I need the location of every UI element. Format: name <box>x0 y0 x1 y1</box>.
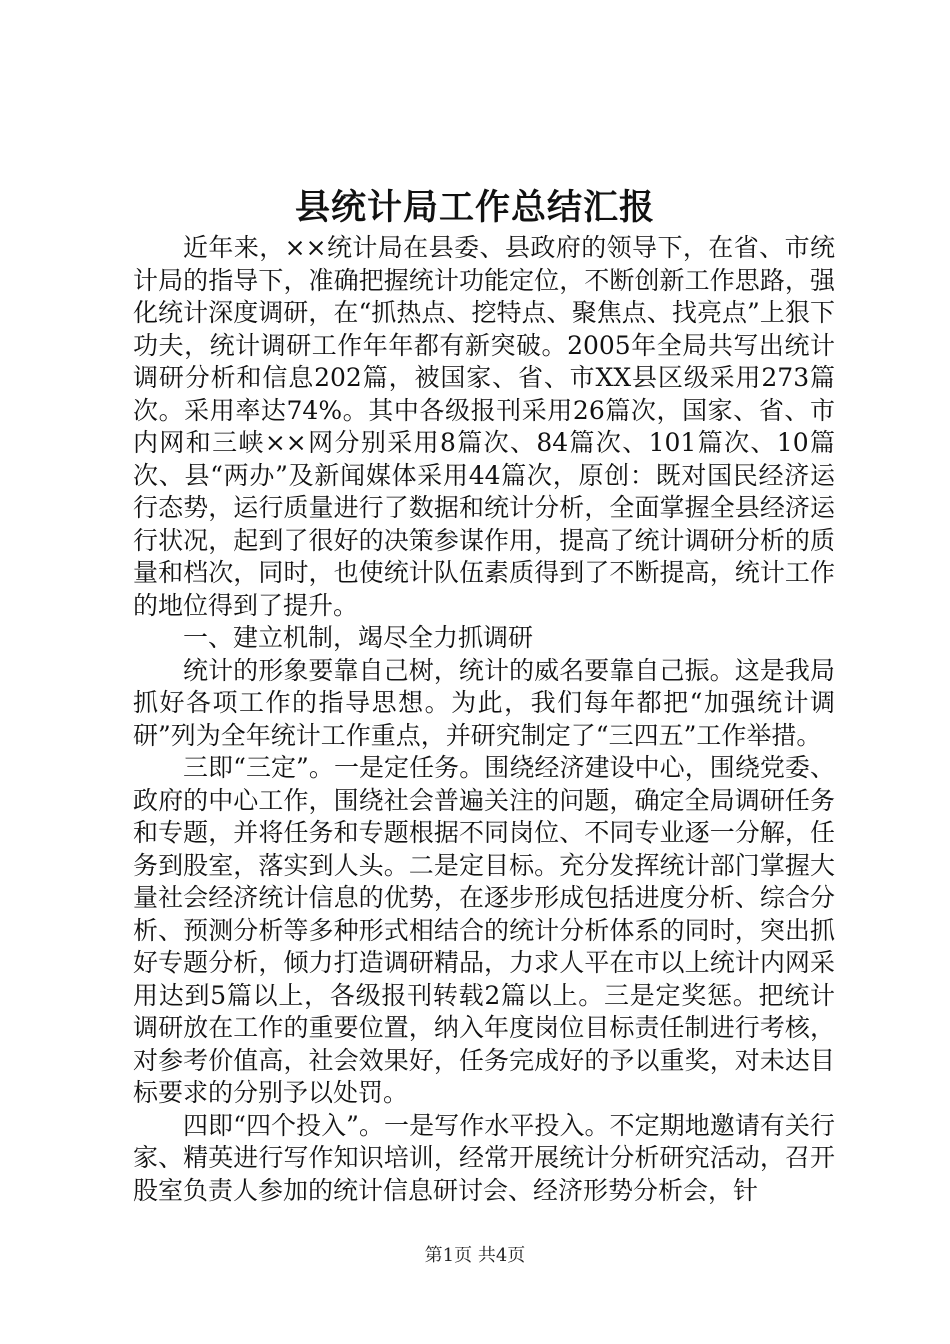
document-body <box>133 232 835 1207</box>
paragraph-four-investments: 四即“四个投入”。一是写作水平投入。不定期地邀请有关行家、精英进行写作知识培训，经常开展统计分析研究活动，召开股室负责人参加的统计信息研讨会、经济形势分析会，针 <box>133 1110 835 1205</box>
paragraph-guiding-idea: 统计的形象要靠自己树，统计的威名要靠自己振。这是我局抓好各项工作的指导思想。为此，我们每年都把“加强统计调研”列为全年统计工作重点，并研究制定了“三四五”工作举措。 <box>133 655 835 750</box>
paragraph-three-determinations: 三即“三定”。一是定任务。围绕经济建设中心，围绕党委、政府的中心工作，围绕社会普遍关注的问题，确定全局调研任务和专题，并将任务和专题根据不同岗位、不同专业逐一分解，任务到股室，落实到人头。二是定目标。充分发挥统计部门掌握大量社会经济统计信息的优势，在逐步形成包括进度分析、综合分析、预测分析等多种形式相结合的统计分析体系的同时，突出抓好专题分析，倾力打造调研精品，力求人平在市以上统计内网采用达到5篇以上，各级报刊转载2篇以上。三是定奖惩。把统计调研放在工作的重要位置，纳入年度岗位目标责任制进行考核，对参考价值高，社会效果好，任务完成好的予以重奖，对未达目标要求的分别予以处罚。 <box>133 753 835 1107</box>
paragraph-intro: 近年来，××统计局在县委、县政府的领导下，在省、市统计局的指导下，准确把握统计功能定位，不断创新工作思路，强化统计深度调研，在“抓热点、挖特点、聚焦点、找亮点”上狠下功夫，统计调研工作年年都有新突破。2005年全局共写出统计调研分析和信息202篇，被国家、省、市XX县区级采用273篇次。采用率达74%。其中各级报刊采用26篇次，国家、省、市内网和三峡××网分别采用8篇次、84篇次、101篇次、10篇次、县“两办”及新闻媒体采用44篇次，原创：既对国民经济运行态势，运行质量进行了数据和统计分析，全面掌握全县经济运行状况，起到了很好的决策参谋作用，提高了统计调研分析的质量和档次，同时，也使统计队伍素质得到了不断提高，统计工作的地位得到了提升。 <box>133 233 835 620</box>
section-heading-1: 一、建立机制，竭尽全力抓调研 <box>183 623 534 652</box>
page-number-footer: 第1页 共4页 <box>424 1245 526 1266</box>
document-title: 县统计局工作总结汇报 <box>294 187 655 228</box>
